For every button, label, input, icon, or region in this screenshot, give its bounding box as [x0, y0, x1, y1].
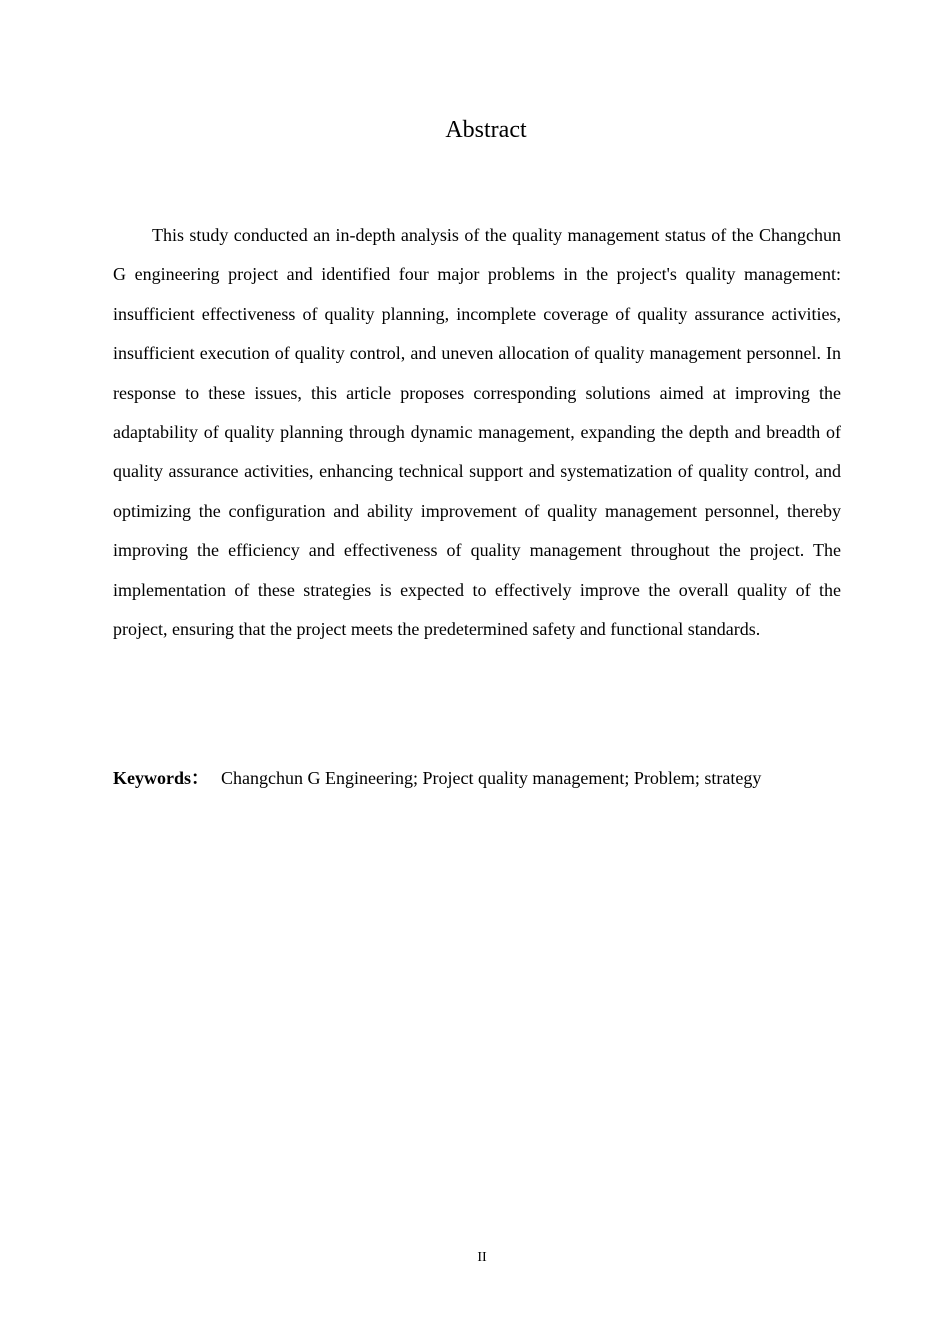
page-title: Abstract [445, 117, 527, 143]
keywords-value: Changchun G Engineering; Project quality management; Problem; strategy [221, 768, 762, 788]
keywords-separator: ： [191, 768, 209, 788]
page-number: II [477, 1250, 487, 1265]
keywords-label: Keywords [113, 768, 191, 788]
abstract-body: This study conducted an in-depth analysis of the quality management status of the Changchun G engineering project and identified four major problems in the project's quality management: insufficient effectiveness of quality planning, incomplete coverage of quality assurance activities, insufficient execution of quality control, and uneven allocation of quality management personnel. In response to these issues, this article proposes corresponding solutions aimed at improving the adaptability of quality planning through dynamic management, expanding the depth and breadth of quality assurance activities, enhancing technical support and systematization of quality control, and optimizing the configuration and ability improvement of quality management personnel, thereby improving the efficiency and effectiveness of quality management throughout the project. The implementation of these strategies is expected to effectively improve the overall quality of the project, ensuring that the project meets the predetermined safety and functional standards. [113, 225, 841, 640]
keywords-line [113, 764, 853, 792]
